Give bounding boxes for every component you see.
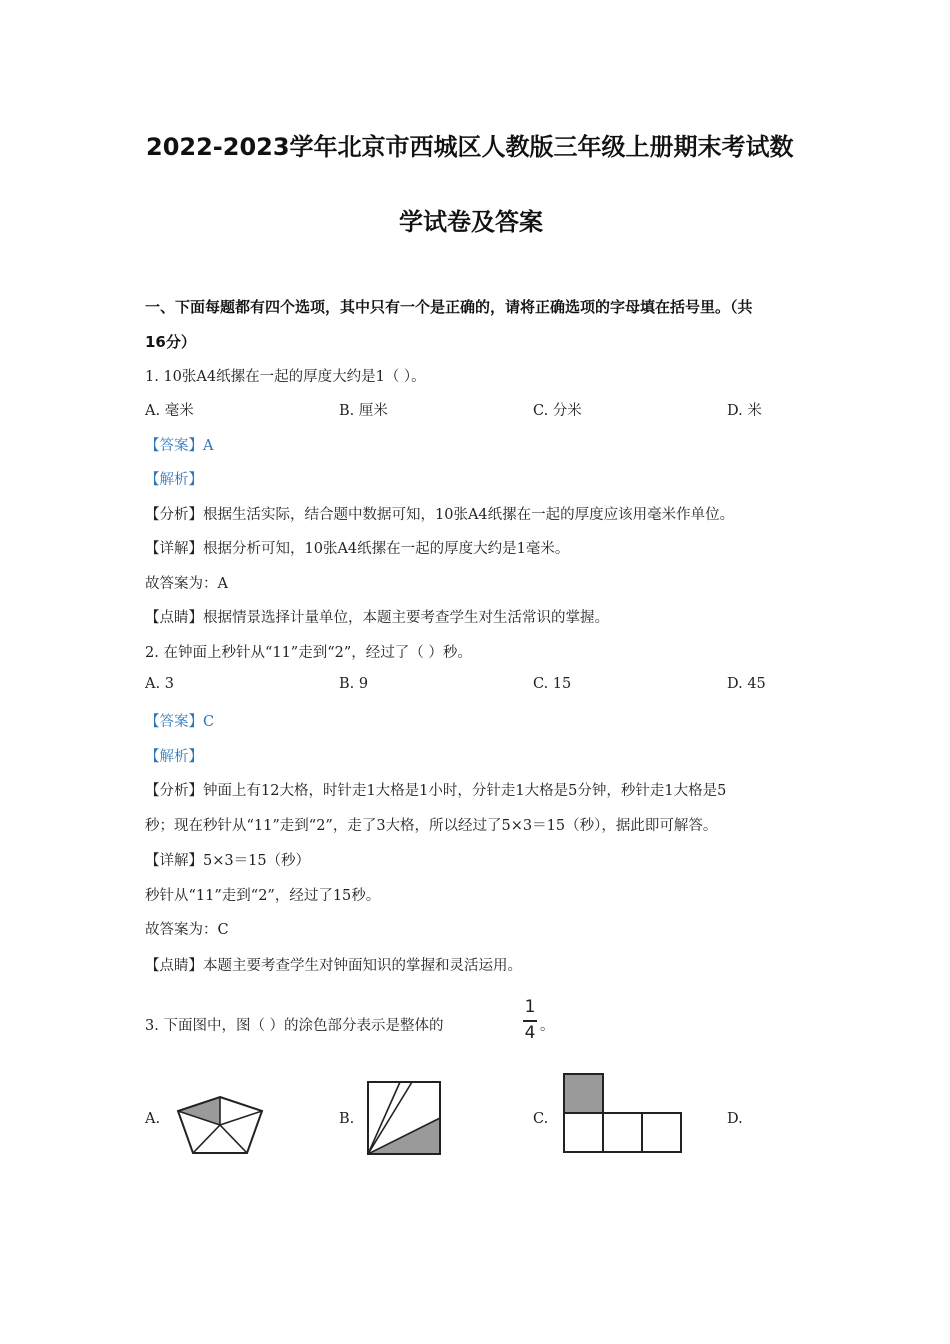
q3-fraction-numerator: 1 <box>524 997 536 1017</box>
q3-option-b: B. <box>339 1111 355 1127</box>
q2-question: 2. 在钟面上秒针从“11”走到“2”，经过了（ ）秒。 <box>145 645 472 661</box>
q2-option-b: B. 9 <box>339 676 369 692</box>
figure-c-squares <box>560 1070 688 1156</box>
q2-option-c: C. 15 <box>533 676 572 692</box>
q1-option-a: A. 毫米 <box>145 403 194 419</box>
q1-analysis-label: 【解析】 <box>145 472 203 488</box>
q1-option-b: B. 厘米 <box>339 403 388 419</box>
q1-option-d: D. 米 <box>727 403 762 419</box>
q3-fraction-bar <box>523 1020 537 1022</box>
q1-dianjing: 【点睛】根据情景选择计量单位，本题主要考查学生对生活常识的掌握。 <box>145 610 609 626</box>
q3-option-d: D. <box>727 1111 743 1127</box>
figure-c-shaded-part <box>564 1074 603 1113</box>
q1-fenxi: 【分析】根据生活实际，结合题中数据可知，10张A4纸摞在一起的厚度应该用毫米作单位。 <box>145 507 735 523</box>
title-line-2: 学试卷及答案 <box>399 208 543 236</box>
title-line-1: 2022-2023学年北京市西城区人教版三年级上册期末考试数 <box>146 133 794 161</box>
q3-option-a: A. <box>145 1111 161 1127</box>
q2-option-a: A. 3 <box>145 676 174 692</box>
q1-option-c: C. 分米 <box>533 403 582 419</box>
q2-answer: 【答案】C <box>145 714 215 730</box>
q1-question: 1. 10张A4纸摞在一起的厚度大约是1（ ）。 <box>145 369 426 385</box>
q2-fenxi-line-2: 秒；现在秒针从“11”走到“2”，走了3大格，所以经过了5×3＝15（秒），据此即可解答。 <box>145 818 718 834</box>
q2-conclusion: 故答案为：C <box>145 922 229 938</box>
q3-option-c: C. <box>533 1111 549 1127</box>
q2-dianjing: 【点睛】本题主要考查学生对钟面知识的掌握和灵活运用。 <box>145 958 522 974</box>
q2-xiangjie: 【详解】5×3＝15（秒） <box>145 853 311 869</box>
figure-b-square <box>364 1078 444 1158</box>
section-heading-line-1: 一、下面每题都有四个选项，其中只有一个是正确的，请将正确选项的字母填在括号里。（共 <box>145 298 753 316</box>
q3-fraction-denominator: 4 <box>524 1023 536 1043</box>
q2-option-d: D. 45 <box>727 676 766 692</box>
figure-a-pentagon <box>170 1095 270 1159</box>
q1-xiangjie: 【详解】根据分析可知，10张A4纸摞在一起的厚度大约是1毫米。 <box>145 541 570 557</box>
q2-line-2: 秒针从“11”走到“2”，经过了15秒。 <box>145 888 381 904</box>
q2-analysis-label: 【解析】 <box>145 749 203 765</box>
q2-fenxi-line-1: 【分析】钟面上有12大格，时针走1大格是1小时，分针走1大格是5分钟，秒针走1大格是5 <box>145 783 727 799</box>
section-heading-line-2: 16分） <box>145 333 196 351</box>
q3-question-prefix: 3. 下面图中，图（ ）的涂色部分表示是整体的 <box>145 1018 444 1034</box>
figure-a-shaded-part <box>178 1097 220 1125</box>
q1-conclusion: 故答案为：A <box>145 576 228 592</box>
q3-question-suffix: 。 <box>540 1018 555 1034</box>
q1-answer: 【答案】A <box>145 438 214 454</box>
